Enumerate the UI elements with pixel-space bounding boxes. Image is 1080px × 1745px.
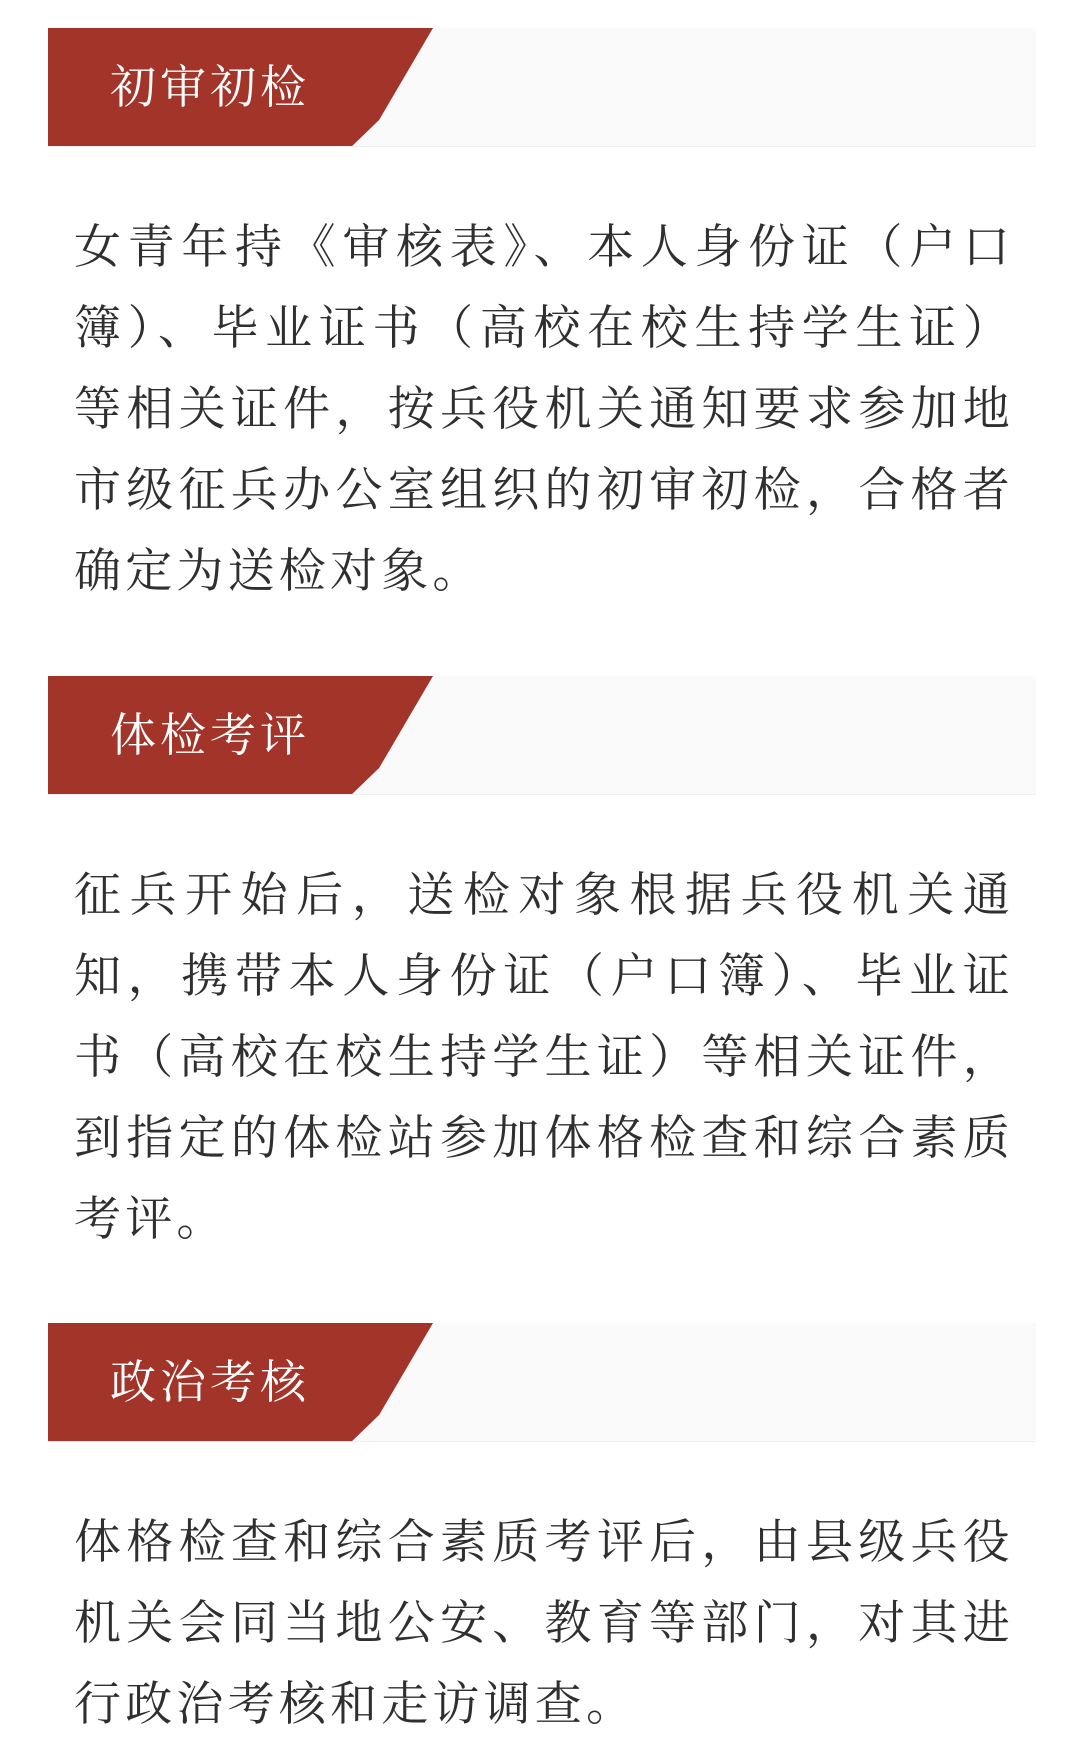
section-header-banner xyxy=(48,28,1036,147)
section-body-text: 女青年持《审核表》、本人身份证（户口簿）、毕业证书（高校在校生持学生证）等相关证件，按兵役机关通知要求参加地市级征兵办公室组织的初审初检，合格者确定为送检对象。 xyxy=(74,220,1014,599)
section-title: 政治考核 xyxy=(110,1355,310,1409)
section-body-text: 体格检查和综合素质考评后，由县级兵役机关会同当地公安、教育等部门，对其进行政治考核和走访调查。 xyxy=(74,1515,1014,1732)
section-body-text: 征兵开始后，送检对象根据兵役机关通知，携带本人身份证（户口簿）、毕业证书（高校在校生持学生证）等相关证件，到指定的体检站参加体格检查和综合素质考评。 xyxy=(74,868,1014,1247)
section-header-banner xyxy=(48,1323,1036,1442)
section-title: 初审初检 xyxy=(110,60,310,114)
section-title: 体检考评 xyxy=(110,708,310,762)
section-header-banner xyxy=(48,676,1036,795)
